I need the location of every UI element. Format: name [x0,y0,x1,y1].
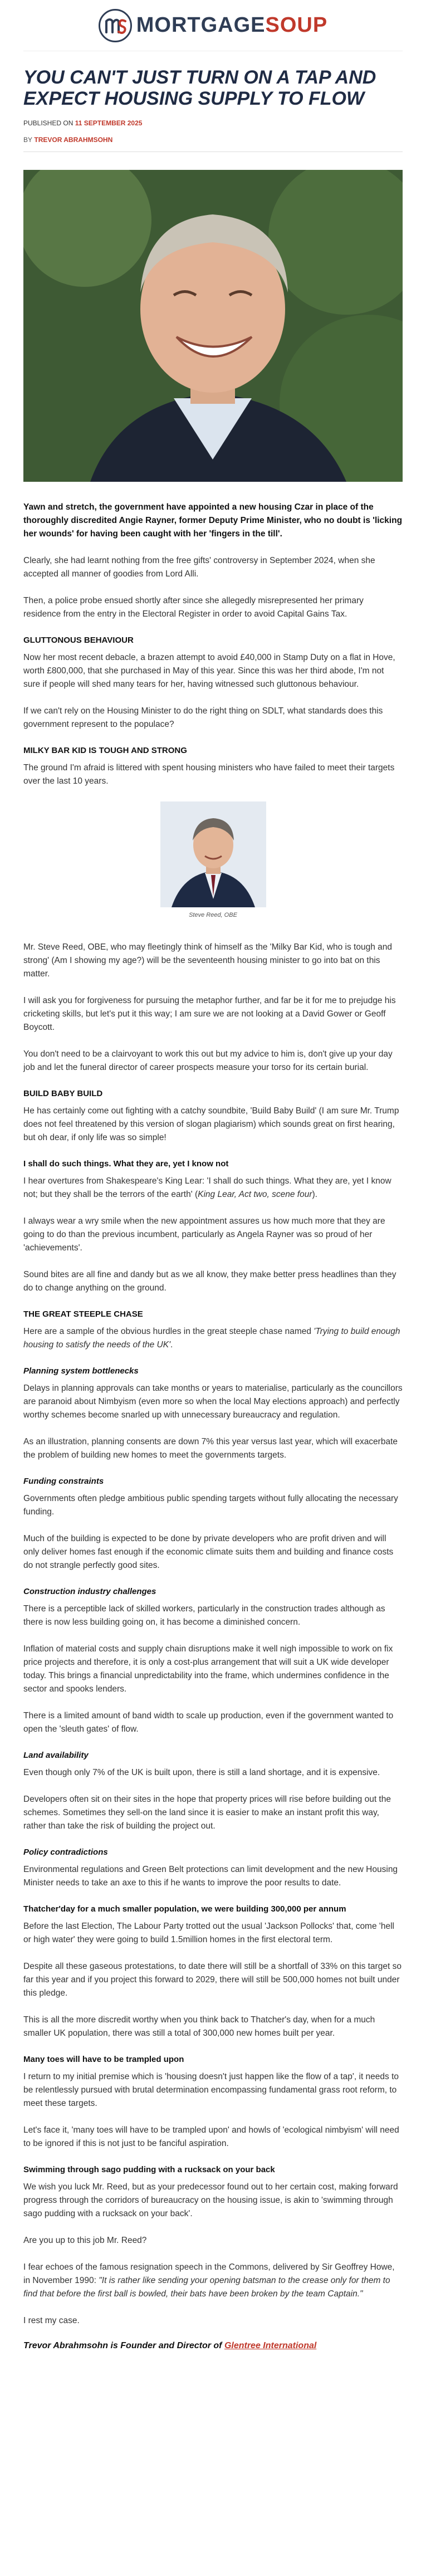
portrait-figure [160,801,266,918]
section-heading: GLUTTONOUS BEHAVIOUR [23,636,134,645]
article-title: YOU CAN'T JUST TURN ON A TAP AND EXPECT HOUSING SUPPLY TO FLOW [23,67,376,109]
logo-word-soup: SOUP [265,13,328,37]
paragraph: Despite all these gaseous protestations, to date there will still be a shortfall of 33% on this target so far this year and if you project this forward to 2029, there will still be 500,000 homes not built under this pledge. [23,1962,401,1998]
paragraph: I always wear a wry smile when the new appointment assures us how much more that they are going to do than the previous incumbent, particularly as Angela Rayner was so proud of her 'achievements'. [23,1216,385,1253]
bio-text: Trevor Abrahmsohn is Founder and Director of [23,2341,224,2350]
quote-text: "It is rather like sending your opening batsman to the crease only for them to find that before the first ball is bowled, their bats have been broken by the team Captain." [23,2276,390,2299]
section-heading: MILKY BAR KID IS TOUGH AND STRONG [23,746,187,755]
sub-heading: Thatcher'day for a much smaller population, we were building 300,000 per annum [23,1904,346,1914]
paragraph: There is a perceptible lack of skilled workers, particularly in the construction trades although as there is now less building going on, it has become a diminished concern. [23,1604,385,1627]
quote-source: King Lear, Act two, scene four [198,1190,312,1199]
paragraph: Developers often sit on their sites in the hope that property prices will rise before building out the schemes. Sometimes they sell-on the land since it is easier to make an instant profit this way, rather than take the risk of building the project out. [23,1795,391,1831]
paragraph: Sound bites are all fine and dandy but as we all know, they make better press headlines than they do to change anything on the ground. [23,1270,396,1293]
paragraph-text: Here are a sample of the obvious hurdles in the great steeple chase named [23,1327,314,1336]
sub-heading: Funding constraints [23,1477,104,1486]
paragraph: I will ask you for forgiveness for pursuing the metaphor further, and far be it for me to prejudge his cricketing skills, but let's put it this way; I am sure we are not looking at a David Gower or Geoff Boycott. [23,996,396,1032]
paragraph [23,1175,403,1201]
section-heading: THE GREAT STEEPLE CHASE [23,1309,143,1319]
emphasis-text: 'Trying to build enough housing to satisfy the needs of the UK' [23,1327,400,1350]
sub-heading: Land availability [23,1751,89,1760]
sub-heading: I shall do such things. What they are, yet I know not [23,1159,229,1169]
paragraph: Mr. Steve Reed, OBE, who may fleetingly think of himself as the 'Milky Bar Kid, who is tough and strong' (Am I showing my age?) will be the seventeenth housing minister to go into bat on this matter. [23,942,393,979]
logo-icon [99,9,132,42]
logo-wordmark [136,13,327,37]
paragraph: The ground I'm afraid is littered with spent housing ministers who have failed to meet their targets over the last 10 years. [23,763,395,786]
paragraph [23,1325,403,1352]
paragraph: Are you up to this job Mr. Reed? [23,2236,147,2245]
sub-heading: Swimming through sago pudding with a rucksack on your back [23,2165,275,2174]
paragraph-text: I hear overtures from Shakespeare's King Lear: 'I shall do such things. What they are, yet I know not; but they shall be the terrors of the earth' ( [23,1176,391,1199]
paragraph-text: I fear echoes of the famous resignation speech in the Commons, delivered by Sir Geoffrey Howe, in November 1990: [23,2262,395,2285]
paragraph: Clearly, she had learnt nothing from the free gifts' controversy in September 2024, when she accepted all manner of goodies from Lord Alli. [23,556,375,579]
paragraph: I rest my case. [23,2316,80,2325]
byline [23,136,403,144]
lead-paragraph: Yawn and stretch, the government have appointed a new housing Czar in place of the thoroughly discredited Angie Rayner, former Deputy Prime Minister, who no doubt is 'licking her wounds' for having been caught with her 'fingers in the till'. [23,502,403,539]
paragraph-text: . [170,1340,173,1350]
paragraph: If we can't rely on the Housing Minister to do the right thing on SDLT, what standards does this government represent to the populace? [23,706,383,729]
paragraph: There is a limited amount of band width to scale up production, even if the government wanted to open the 'sleuth gates' of flow. [23,1711,394,1734]
company-link[interactable]: Glentree International [224,2341,317,2350]
paragraph: Delays in planning approvals can take months or years to materialise, particularly as the councillors are paranoid about Nimbyism (even more so when the local May elections approach) and perfectly worthy schemes become snarled up with unnecessary bureaucracy and regulation. [23,1384,403,1420]
paragraph: Even though only 7% of the UK is built upon, there is still a land shortage, and it is expensive. [23,1768,380,1777]
sub-heading: Policy contradictions [23,1847,108,1857]
site-logo[interactable] [99,9,327,42]
paragraph: I return to my initial premise which is 'housing doesn't just happen like the flow of a tap', it needs to be relentlessly pursued with brutal determination encompassing fundamental grass root reform, to meet these targets. [23,2072,399,2108]
article-body [23,501,403,2351]
paragraph [23,2261,403,2301]
sub-heading: Planning system bottlenecks [23,1366,139,1376]
published-line [23,119,403,127]
paragraph: He has certainly come out fighting with a catchy soundbite, 'Build Baby Build' (I am sure Mr. Trump does not feel threatened by this version of slogan plagiarism) which sounds great on first hearing, but oh dear, if only life was so simple! [23,1106,399,1142]
paragraph: Much of the building is expected to be done by private developers who are profit driven and will only deliver homes fast enough if the economic climate suits them and building and finance costs do not strangle perfectly good sites. [23,1534,394,1570]
paragraph: Let's face it, 'many toes will have to be trampled upon' and howls of 'ecological nimbyism' will need to be ignored if this is not just to be fanciful aspiration. [23,2125,399,2148]
paragraph: Now her most recent debacle, a brazen attempt to avoid £40,000 in Stamp Duty on a flat in Hove, worth £800,000, that she purchased in May of this year. Since this was her third abode, I'm not sure if people will shed many tears for her, having witnessed such gluttonous behaviour. [23,653,395,689]
published-date: 11 SEPTEMBER 2025 [75,119,143,127]
paragraph-text: ). [312,1190,317,1199]
portrait-image [160,801,266,907]
portrait-caption: Steve Reed, OBE [189,912,237,918]
divider [23,151,403,152]
sub-heading: Many toes will have to be trampled upon [23,2055,184,2064]
paragraph: As an illustration, planning consents are down 7% this year versus last year, which will exacerbate the problem of building new homes to meet the governments targets. [23,1437,398,1460]
author-link[interactable]: TREVOR ABRAHMSOHN [34,136,113,144]
sub-heading: Construction industry challenges [23,1587,156,1596]
paragraph: Governments often pledge ambitious public spending targets without fully allocating the necessary funding. [23,1494,398,1517]
hero-image [23,170,403,482]
paragraph: Then, a police probe ensued shortly after since she allegedly misrepresented her primary residence from the entry in the Electoral Register in order to avoid Capital Gains Tax. [23,596,364,619]
paragraph: This is all the more discredit worthy when you think back to Thatcher's day, when for a much smaller UK population, there was still a total of 300,000 new homes built per year. [23,2015,375,2038]
paragraph: Inflation of material costs and supply chain disruptions make it well nigh impossible to work on fix price projects and therefore, it is only a cost-plus arrangement that will suit a UK wide developer today. This brings a financial unpredictability into the frame, which undermines confidence in the sector and spooks lenders. [23,1644,393,1694]
site-header [23,0,403,51]
published-label: PUBLISHED ON [23,119,74,127]
author-bio [23,2341,403,2351]
paragraph: Before the last Election, The Labour Party trotted out the usual 'Jackson Pollocks' that, come 'hell or high water' they were going to build 1.5million homes in the first electoral term. [23,1922,394,1944]
logo-word-mortgage: MORTGAGE [136,13,266,37]
paragraph: We wish you luck Mr. Reed, but as your predecessor found out to her certain cost, making forward progress through the corridors of bureaucracy on the housing issue, is akin to 'swimming through sago pudding with a rucksack on your back'. [23,2182,398,2218]
paragraph: Environmental regulations and Green Belt protections can limit development and the new Housing Minister needs to take an axe to this if he wants to improve the poor results to date. [23,1865,398,1888]
paragraph: You don't need to be a clairvoyant to work this out but my advice to him is, don't give up your day job and let the funeral director of career prospects measure your torso for its certain burial. [23,1049,393,1072]
section-heading: BUILD BABY BUILD [23,1089,103,1098]
byline-label: BY [23,136,33,144]
